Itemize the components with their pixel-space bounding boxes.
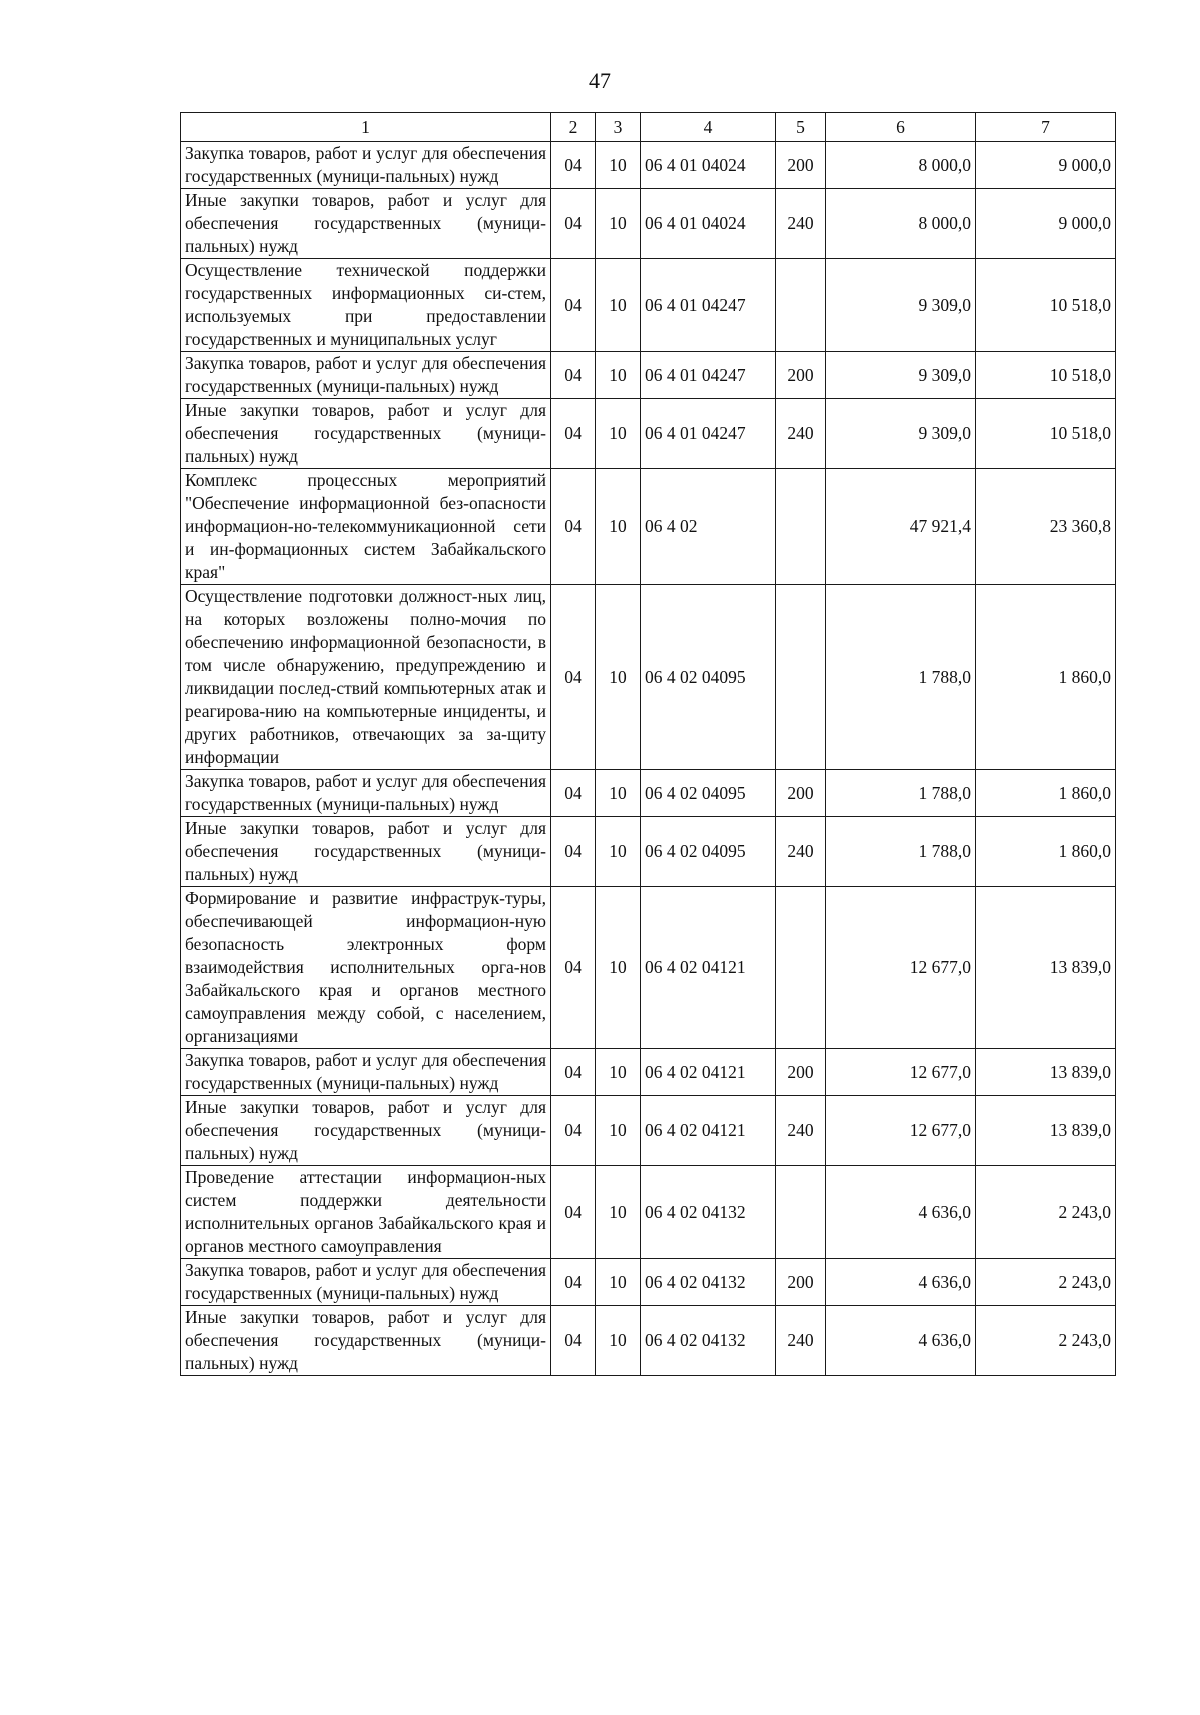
row-amount-year-1: 4 636,0 — [826, 1306, 976, 1376]
row-name: Иные закупки товаров, работ и услуг для обеспечения государственных (муници-пальных) нужд — [181, 1096, 551, 1166]
row-amount-year-2: 13 839,0 — [976, 1049, 1116, 1096]
row-name: Проведение аттестации информацион-ных систем поддержки деятельности исполнительных органов Забайкальского края и органов местного самоуправления — [181, 1166, 551, 1259]
row-name: Закупка товаров, работ и услуг для обеспечения государственных (муници-пальных) нужд — [181, 1259, 551, 1306]
budget-table — [180, 112, 1116, 1376]
column-header: 7 — [976, 113, 1116, 142]
row-subsection-code: 10 — [596, 887, 641, 1049]
row-target-article-code: 06 4 02 04121 — [641, 1096, 776, 1166]
row-subsection-code: 10 — [596, 399, 641, 469]
row-target-article-code: 06 4 02 04121 — [641, 1049, 776, 1096]
row-section-code: 04 — [551, 585, 596, 770]
table-row — [181, 352, 1116, 399]
row-section-code: 04 — [551, 1259, 596, 1306]
row-expense-type-code: 240 — [776, 1306, 826, 1376]
row-amount-year-1: 12 677,0 — [826, 1096, 976, 1166]
row-section-code: 04 — [551, 770, 596, 817]
row-amount-year-2: 23 360,8 — [976, 469, 1116, 585]
row-target-article-code: 06 4 02 04095 — [641, 817, 776, 887]
row-amount-year-1: 47 921,4 — [826, 469, 976, 585]
row-amount-year-1: 8 000,0 — [826, 142, 976, 189]
row-amount-year-2: 2 243,0 — [976, 1166, 1116, 1259]
row-amount-year-1: 1 788,0 — [826, 770, 976, 817]
row-target-article-code: 06 4 01 04024 — [641, 189, 776, 259]
row-amount-year-1: 1 788,0 — [826, 585, 976, 770]
row-name: Закупка товаров, работ и услуг для обеспечения государственных (муници-пальных) нужд — [181, 352, 551, 399]
row-name: Закупка товаров, работ и услуг для обеспечения государственных (муници-пальных) нужд — [181, 142, 551, 189]
row-target-article-code: 06 4 02 04095 — [641, 585, 776, 770]
row-amount-year-2: 9 000,0 — [976, 142, 1116, 189]
row-amount-year-2: 2 243,0 — [976, 1306, 1116, 1376]
row-expense-type-code: 240 — [776, 189, 826, 259]
row-expense-type-code: 240 — [776, 1096, 826, 1166]
row-section-code: 04 — [551, 469, 596, 585]
table-row — [181, 585, 1116, 770]
row-section-code: 04 — [551, 142, 596, 189]
row-target-article-code: 06 4 01 04247 — [641, 352, 776, 399]
table-row — [181, 1166, 1116, 1259]
row-expense-type-code — [776, 887, 826, 1049]
table-row — [181, 1259, 1116, 1306]
row-expense-type-code — [776, 469, 826, 585]
row-subsection-code: 10 — [596, 259, 641, 352]
row-amount-year-1: 12 677,0 — [826, 887, 976, 1049]
row-amount-year-1: 9 309,0 — [826, 352, 976, 399]
row-target-article-code: 06 4 02 04132 — [641, 1166, 776, 1259]
row-name: Иные закупки товаров, работ и услуг для обеспечения государственных (муници-пальных) нужд — [181, 817, 551, 887]
row-section-code: 04 — [551, 189, 596, 259]
row-amount-year-2: 10 518,0 — [976, 352, 1116, 399]
row-amount-year-2: 1 860,0 — [976, 770, 1116, 817]
row-amount-year-1: 12 677,0 — [826, 1049, 976, 1096]
row-amount-year-1: 9 309,0 — [826, 399, 976, 469]
page-number: 47 — [589, 68, 611, 93]
row-subsection-code: 10 — [596, 189, 641, 259]
table-row — [181, 887, 1116, 1049]
row-expense-type-code: 200 — [776, 142, 826, 189]
row-target-article-code: 06 4 02 04095 — [641, 770, 776, 817]
row-amount-year-1: 1 788,0 — [826, 817, 976, 887]
row-amount-year-1: 4 636,0 — [826, 1166, 976, 1259]
row-subsection-code: 10 — [596, 1049, 641, 1096]
row-section-code: 04 — [551, 887, 596, 1049]
column-header: 2 — [551, 113, 596, 142]
row-section-code: 04 — [551, 1166, 596, 1259]
table-row — [181, 469, 1116, 585]
row-name: Закупка товаров, работ и услуг для обеспечения государственных (муници-пальных) нужд — [181, 1049, 551, 1096]
row-expense-type-code: 240 — [776, 817, 826, 887]
column-header: 5 — [776, 113, 826, 142]
row-amount-year-2: 9 000,0 — [976, 189, 1116, 259]
table-row — [181, 817, 1116, 887]
row-target-article-code: 06 4 02 04132 — [641, 1306, 776, 1376]
row-amount-year-2: 10 518,0 — [976, 399, 1116, 469]
row-section-code: 04 — [551, 399, 596, 469]
row-subsection-code: 10 — [596, 770, 641, 817]
row-expense-type-code — [776, 259, 826, 352]
row-amount-year-2: 10 518,0 — [976, 259, 1116, 352]
header-row — [181, 113, 1116, 142]
row-name: Осуществление технической поддержки государственных информационных си-стем, используемых при предоставлении государственных и муниципальных услуг — [181, 259, 551, 352]
row-expense-type-code: 200 — [776, 352, 826, 399]
column-header: 4 — [641, 113, 776, 142]
row-subsection-code: 10 — [596, 585, 641, 770]
row-expense-type-code: 200 — [776, 770, 826, 817]
row-name: Иные закупки товаров, работ и услуг для обеспечения государственных (муници-пальных) нужд — [181, 189, 551, 259]
row-subsection-code: 10 — [596, 817, 641, 887]
row-name: Иные закупки товаров, работ и услуг для обеспечения государственных (муници-пальных) нужд — [181, 1306, 551, 1376]
row-amount-year-2: 13 839,0 — [976, 1096, 1116, 1166]
column-header: 6 — [826, 113, 976, 142]
row-amount-year-2: 13 839,0 — [976, 887, 1116, 1049]
table-row — [181, 259, 1116, 352]
row-amount-year-2: 2 243,0 — [976, 1259, 1116, 1306]
row-expense-type-code: 240 — [776, 399, 826, 469]
row-target-article-code: 06 4 02 — [641, 469, 776, 585]
table-row — [181, 1049, 1116, 1096]
row-name: Осуществление подготовки должност-ных лиц, на которых возложены полно-мочия по обеспечению информационной безопасности, в том числе обнаружению, предупреждению и ликвидации послед-ствий компьютерных атак и реагирова-нию на компьютерные инциденты, и других работников, отвечающих за за-щиту информации — [181, 585, 551, 770]
table-row — [181, 770, 1116, 817]
row-section-code: 04 — [551, 1306, 596, 1376]
row-amount-year-1: 9 309,0 — [826, 259, 976, 352]
row-subsection-code: 10 — [596, 1259, 641, 1306]
row-amount-year-1: 4 636,0 — [826, 1259, 976, 1306]
row-section-code: 04 — [551, 1049, 596, 1096]
row-subsection-code: 10 — [596, 142, 641, 189]
table-row — [181, 1096, 1116, 1166]
row-subsection-code: 10 — [596, 469, 641, 585]
row-target-article-code: 06 4 01 04247 — [641, 399, 776, 469]
row-target-article-code: 06 4 02 04121 — [641, 887, 776, 1049]
row-subsection-code: 10 — [596, 1096, 641, 1166]
column-header: 1 — [181, 113, 551, 142]
row-section-code: 04 — [551, 259, 596, 352]
row-section-code: 04 — [551, 1096, 596, 1166]
row-name: Комплекс процессных мероприятий "Обеспечение информационной без-опасности информацион-но-телекоммуникационной сети и ин-формационных систем Забайкальского края" — [181, 469, 551, 585]
table-row — [181, 399, 1116, 469]
table-row — [181, 189, 1116, 259]
row-expense-type-code: 200 — [776, 1049, 826, 1096]
row-subsection-code: 10 — [596, 1166, 641, 1259]
table-row — [181, 142, 1116, 189]
row-amount-year-2: 1 860,0 — [976, 585, 1116, 770]
row-name: Иные закупки товаров, работ и услуг для обеспечения государственных (муници-пальных) нужд — [181, 399, 551, 469]
table-body — [181, 142, 1116, 1376]
row-amount-year-1: 8 000,0 — [826, 189, 976, 259]
row-expense-type-code: 200 — [776, 1259, 826, 1306]
row-expense-type-code — [776, 585, 826, 770]
row-target-article-code: 06 4 01 04247 — [641, 259, 776, 352]
row-subsection-code: 10 — [596, 352, 641, 399]
column-header: 3 — [596, 113, 641, 142]
row-target-article-code: 06 4 01 04024 — [641, 142, 776, 189]
table-row — [181, 1306, 1116, 1376]
row-name: Формирование и развитие инфраструк-туры, обеспечивающей информацион-ную безопасность электронных форм взаимодействия исполнительных орга-нов Забайкальского края и органов местного самоуправления между собой, с населением, организациями — [181, 887, 551, 1049]
row-amount-year-2: 1 860,0 — [976, 817, 1116, 887]
row-expense-type-code — [776, 1166, 826, 1259]
row-section-code: 04 — [551, 352, 596, 399]
row-target-article-code: 06 4 02 04132 — [641, 1259, 776, 1306]
row-name: Закупка товаров, работ и услуг для обеспечения государственных (муници-пальных) нужд — [181, 770, 551, 817]
row-subsection-code: 10 — [596, 1306, 641, 1376]
row-section-code: 04 — [551, 817, 596, 887]
